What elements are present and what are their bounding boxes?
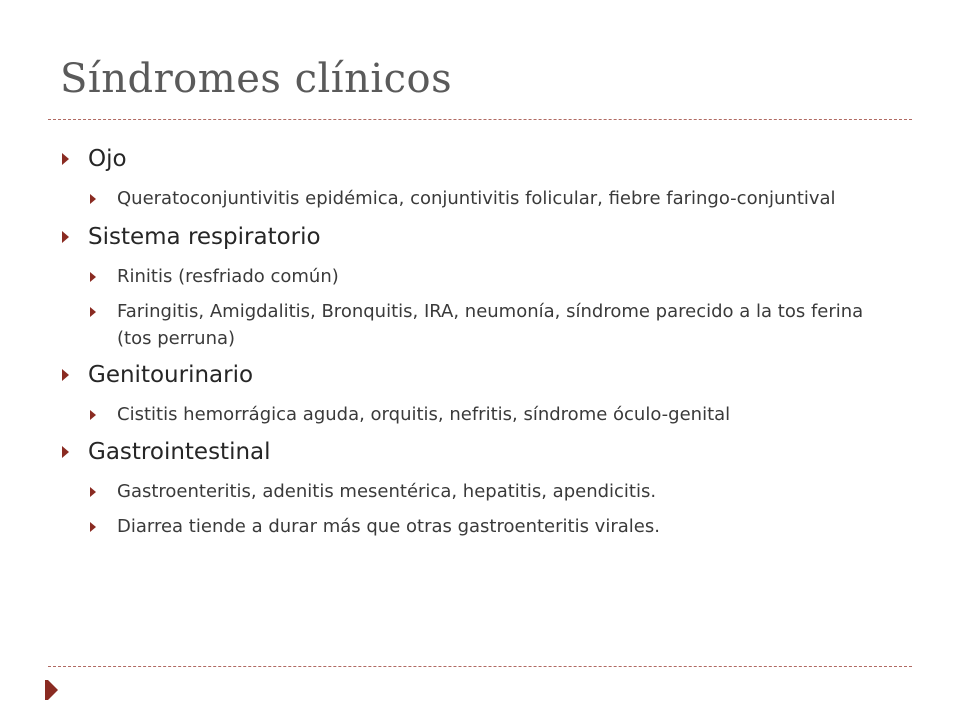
section-heading (60, 222, 890, 252)
slide-title: Síndromes clínicos (60, 56, 453, 102)
section-heading (60, 360, 890, 390)
triangle-right-icon (62, 231, 69, 243)
title-divider (48, 119, 912, 120)
list-item (60, 298, 890, 352)
section-ojo (60, 144, 890, 212)
section-heading (60, 144, 890, 174)
section-heading-text: Ojo (88, 146, 127, 172)
section-heading-text: Genitourinario (88, 362, 254, 388)
list-item-text: Queratoconjuntivitis epidémica, conjuntivitis folicular, fiebre faringo-conjuntival (117, 188, 836, 209)
list-item-text: Cistitis hemorrágica aguda, orquitis, nefritis, síndrome óculo-genital (117, 404, 731, 425)
list-item (60, 478, 890, 505)
list-item-text: Gastroenteritis, adenitis mesentérica, hepatitis, apendicitis. (117, 481, 657, 502)
list-item-text: Rinitis (resfriado común) (117, 266, 339, 287)
list-item (60, 513, 890, 540)
list-item-text: Diarrea tiende a durar más que otras gastroenteritis virales. (117, 516, 660, 537)
section-heading-text: Gastrointestinal (88, 439, 271, 465)
section-genitourinario (60, 360, 890, 428)
triangle-right-icon (62, 446, 69, 458)
section-sistema-respiratorio (60, 222, 890, 352)
slide-content (60, 144, 890, 540)
triangle-right-icon (90, 410, 96, 420)
list-item-text: Faringitis, Amigdalitis, Bronquitis, IRA, neumonía, síndrome parecido a la tos ferina (tos perruna) (117, 301, 864, 349)
triangle-right-icon (90, 522, 96, 532)
triangle-right-icon (90, 307, 96, 317)
list-item (60, 401, 890, 428)
section-gastrointestinal (60, 437, 890, 540)
list-item (60, 263, 890, 290)
section-heading (60, 437, 890, 467)
triangle-right-icon (90, 194, 96, 204)
footer-divider (48, 666, 912, 667)
triangle-right-icon (90, 487, 96, 497)
triangle-right-icon (62, 153, 69, 165)
triangle-right-icon (90, 272, 96, 282)
triangle-right-icon (62, 369, 69, 381)
section-heading-text: Sistema respiratorio (88, 224, 321, 250)
list-item (60, 185, 890, 212)
bar-triangle-right-icon (48, 680, 58, 700)
